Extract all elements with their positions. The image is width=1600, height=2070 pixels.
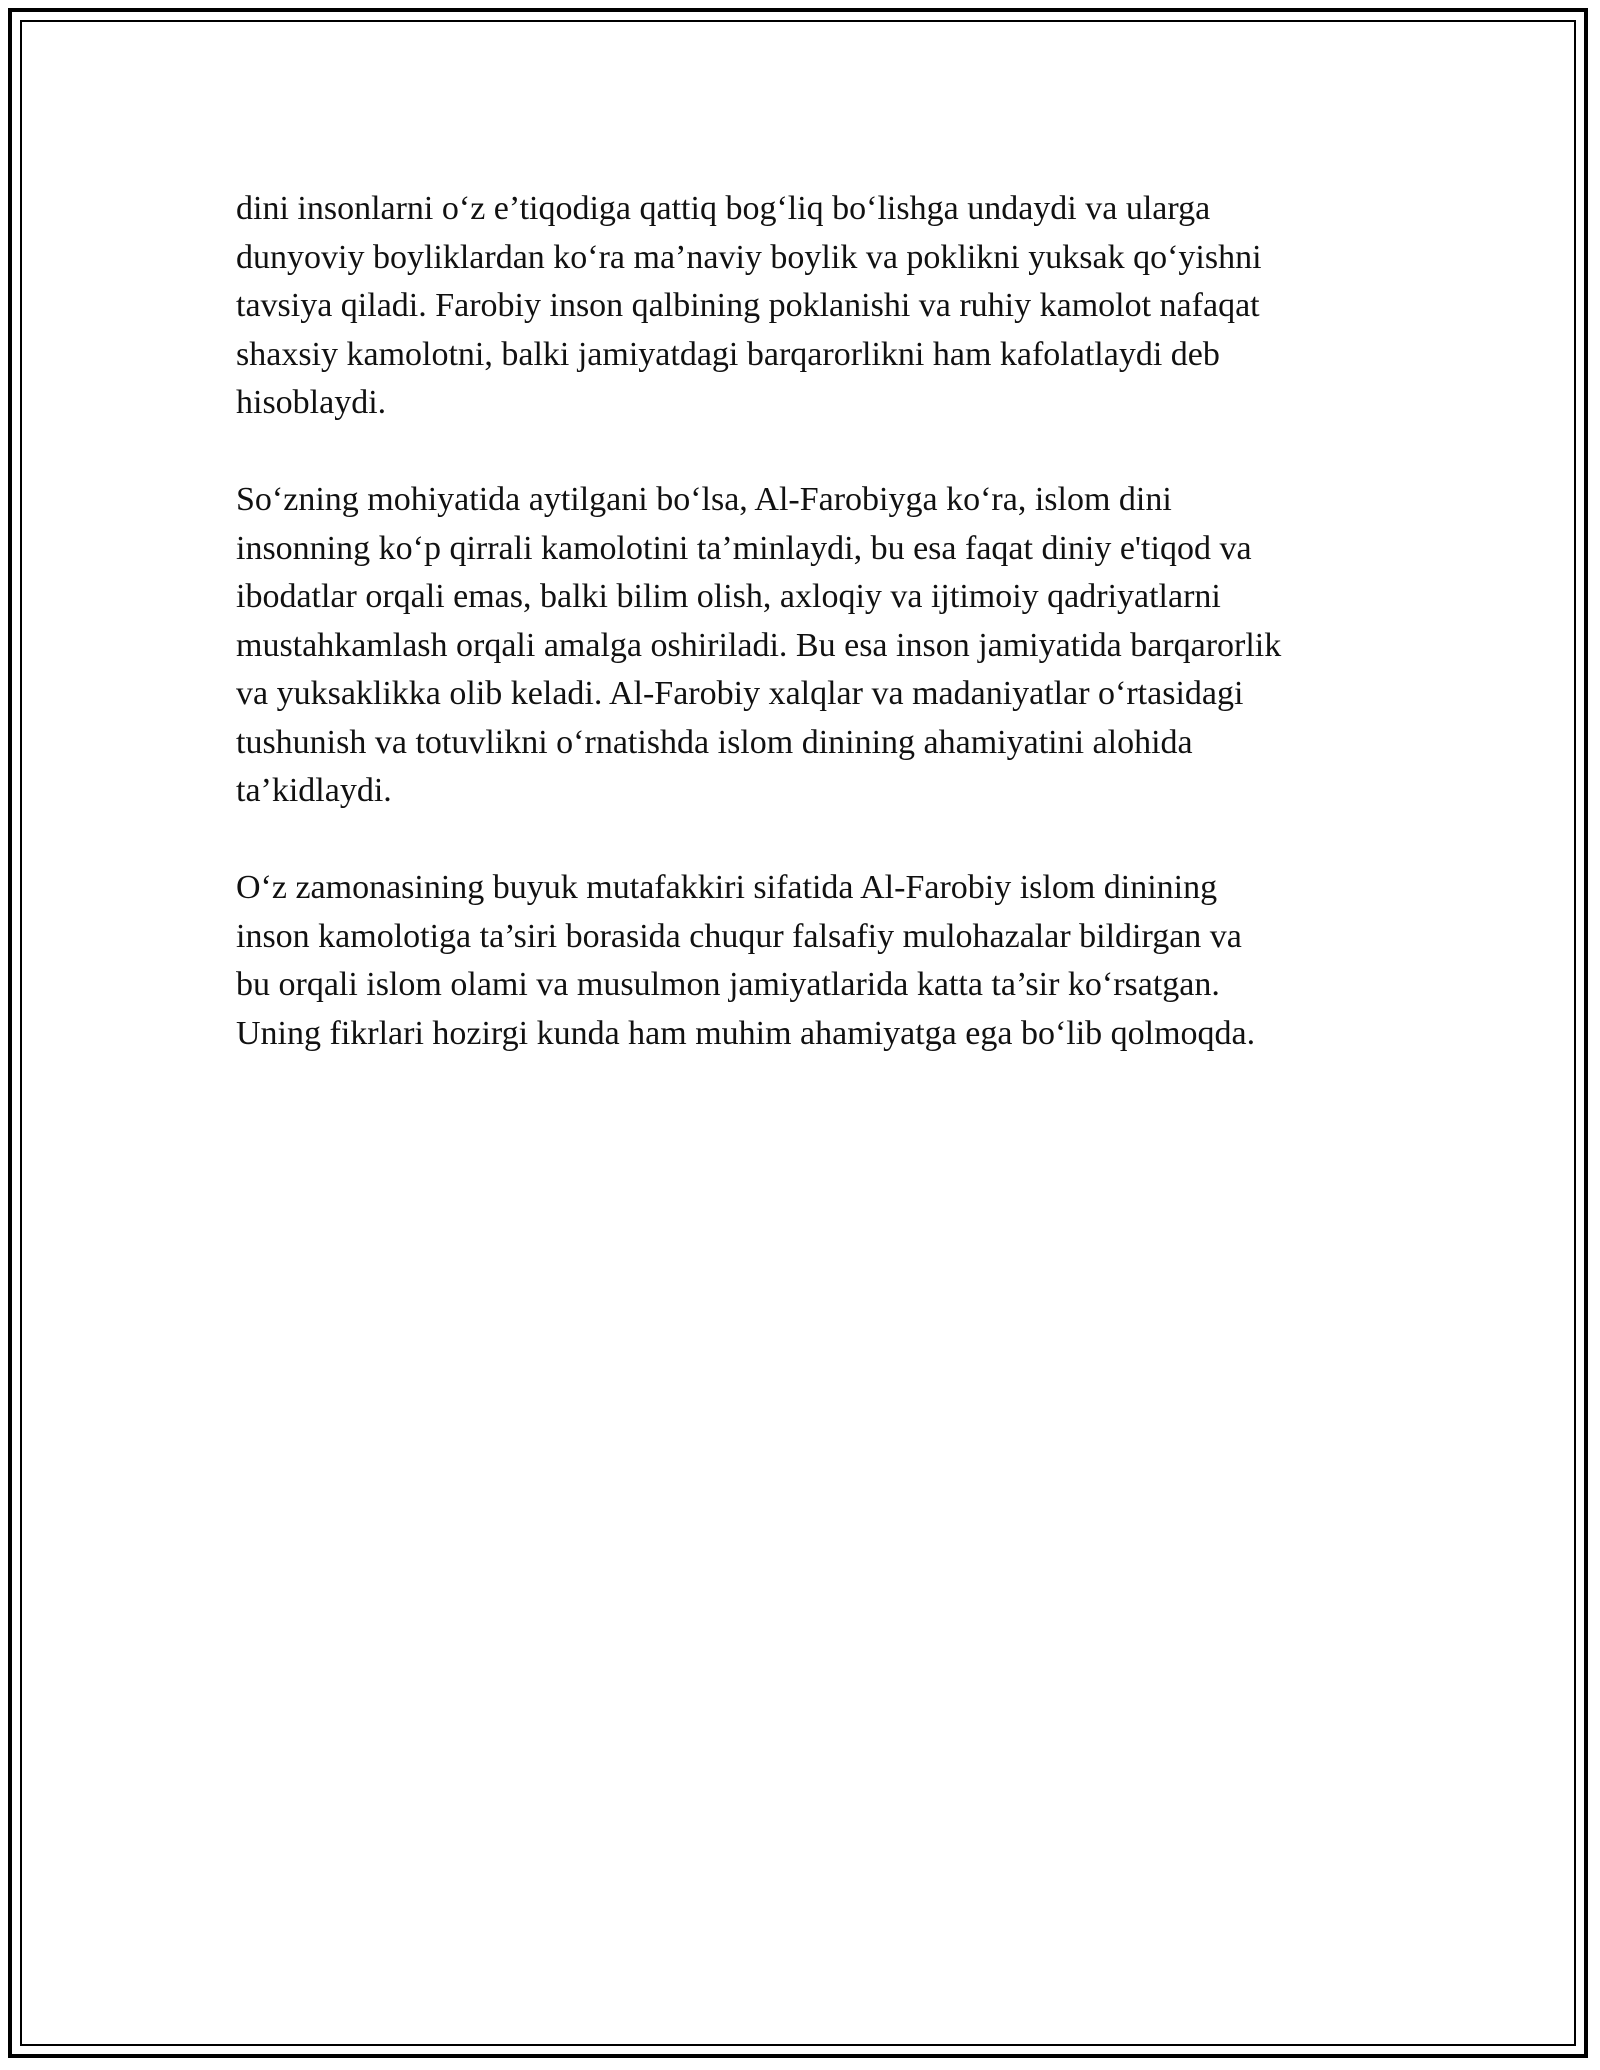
paragraph-2: So‘zning mohiyatida aytilgani bo‘lsa, Al-Farobiyga ko‘ra, islom dini insonning ko‘p qirrali kamolotini ta’minlaydi, bu esa faqat diniy e'tiqod va ibodatlar orqali emas, balki bilim olish, axloqiy va ijtimoiy qadriyatlarni mustahkamlash orqali amalga oshiriladi. Bu esa inson jamiyatida barqarorlik va yuksaklikka olib keladi. Al-Farobiy xalqlar va madaniyatlar o‘rtasidagi tushunish va totuvlikni o‘rnatishda islom dinining ahamiyatini alohida ta’kidlaydi. (236, 481, 1282, 809)
document-body (236, 185, 1386, 1107)
paragraph-1: dini insonlarni o‘z e’tiqodiga qattiq bog‘liq bo‘lishga undaydi va ularga dunyoviy boyliklardan ko‘ra ma’naviy boylik va poklikni yuksak qo‘yishni tavsiya qiladi. Farobiy inson qalbining poklanishi va ruhiy kamolot nafaqat shaxsiy kamolotni, balki jamiyatdagi barqarorlikni ham kafolatlaydi deb hisoblaydi. (236, 190, 1262, 421)
paragraph-3: O‘z zamonasining buyuk mutafakkiri sifatida Al-Farobiy islom dinining inson kamolotiga ta’siri borasida chuqur falsafiy mulohazalar bildirgan va bu orqali islom olami va musulmon jamiyatlarida katta ta’sir ko‘rsatgan. Uning fikrlari hozirgi kunda ham muhim ahamiyatga ega bo‘lib qolmoqda. (236, 869, 1256, 1052)
